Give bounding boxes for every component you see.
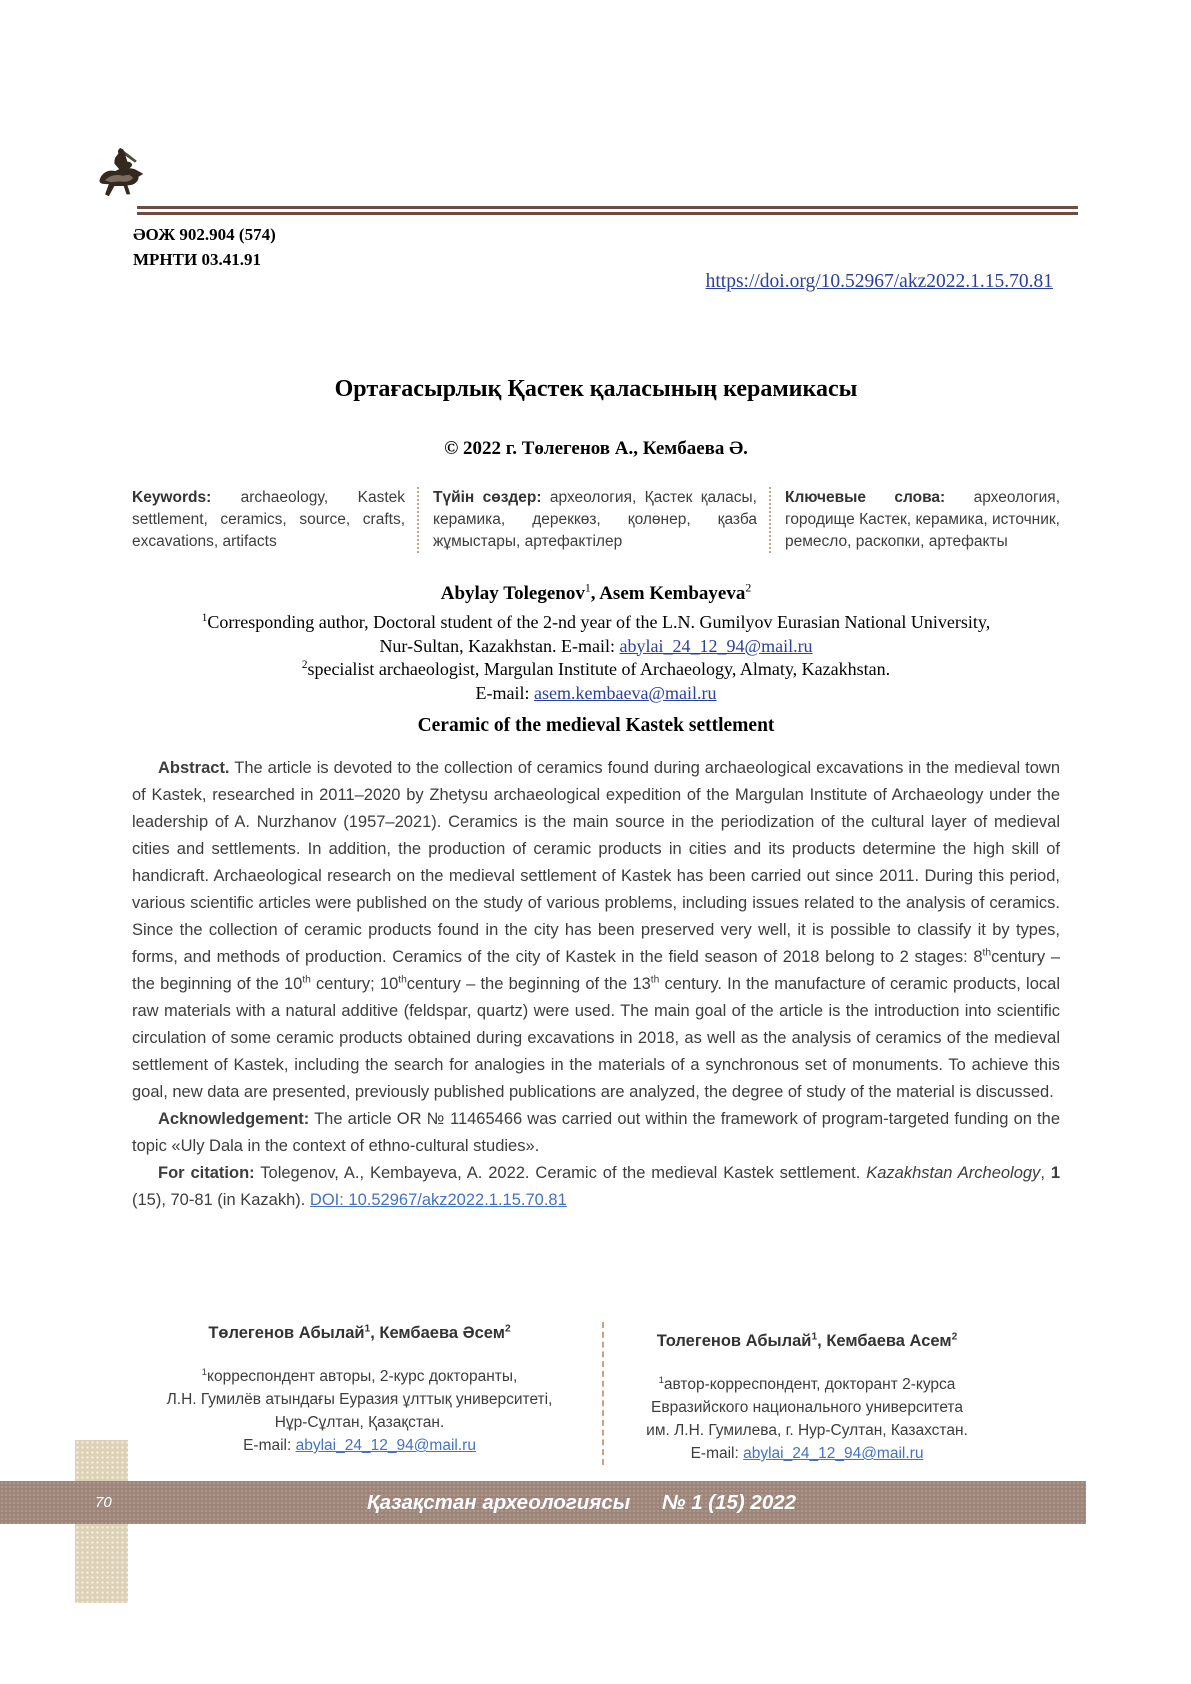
keywords-en-text: archaeology, Kastek settlement, ceramics, source, crafts, excavations, artifacts [132,489,405,550]
text-segment: Толегенов Абылай [656,1332,812,1350]
affiliation-line-2 [90,635,1102,659]
text-segment: 1 [201,1366,207,1378]
text-segment: , [1040,1164,1051,1182]
text-segment: century – the beginning of the 10 [132,948,1060,993]
article-title-kk: Ортағасырлық Қастек қаласының керамикасы [334,376,858,402]
author-names-kk [142,1322,577,1345]
text-segment: Corresponding author, Doctoral student of the 2-nd year of the L.N. Gumilyov Eurasian National University, [207,612,991,632]
email-link[interactable]: abylai_24_12_94@mail.ru [743,1445,924,1462]
text-segment: Кембаева Әсем [379,1324,505,1342]
article-front-matter [132,755,1060,1214]
keywords-ru-text: археология, городище Кастек, керамика, источник, ремесло, раскопки, артефакты [785,489,1060,550]
text-segment: E-mail: [243,1437,296,1454]
text-segment: 1 [658,1374,664,1386]
text-segment: 1 [1050,1164,1061,1182]
keywords-en-label: Keywords: [132,489,212,506]
email-link[interactable]: asem.kembaeva@mail.ru [533,682,717,703]
footer-bar [0,1481,1086,1524]
text-segment: Евразийского национального университета [651,1399,963,1416]
text-segment: specialist archaeologist, Margulan Institute of Archaeology, Almaty, Kazakhstan. [307,659,891,679]
text-segment: им. Л.Н. Гумилева, г. Нур-Султан, Казахстан. [646,1422,968,1439]
text-segment: 2 [745,581,752,595]
abstract-paragraph [132,755,1060,1106]
journal-name: Қазақстан археологиясы [367,1491,631,1514]
keywords-block [132,487,1060,553]
text-segment: Abylay Tolegenov [440,583,585,604]
text-segment: 1 [201,612,208,624]
text-segment: 2 [504,1323,511,1335]
udc-line: ӘОЖ 902.904 (574) [133,225,276,244]
text-segment: Кембаева Асем [826,1332,952,1350]
article-title-en: Ceramic of the medieval Kastek settlement [417,715,775,736]
text-segment: 2 [951,1331,958,1343]
udc-block [133,222,276,272]
text-segment: century; 10 [310,975,399,993]
affiliation-line-1 [90,611,1102,635]
email-link[interactable]: abylai_24_12_94@mail.ru [619,635,813,656]
citation-paragraph [132,1160,1060,1214]
text-segment: 1 [811,1331,818,1343]
affiliation-block-en [90,611,1102,705]
affiliation-line-4 [90,682,1102,706]
text-segment: Acknowledgement: [158,1110,310,1128]
author-block-kk [132,1322,602,1465]
author-affil-kk-line-3 [142,1411,577,1434]
mrnti-line: МРНТИ 03.41.91 [133,250,261,269]
text-segment: , [817,1332,827,1350]
author-affil-ru-line-3 [624,1419,990,1442]
text-segment: автор-корреспондент, докторант 2-курса [663,1376,956,1393]
affiliation-line-3 [90,658,1102,682]
text-segment: th [398,974,407,986]
text-segment: For citation: [158,1164,255,1182]
text-segment: , [590,583,600,604]
text-segment: E-mail: [475,682,534,703]
keywords-en [132,487,417,553]
author-names-ru [624,1330,990,1353]
text-segment: Л.Н. Гумилёв атындағы Еуразия ұлттық университеті, [166,1391,553,1408]
text-segment: E-mail: [690,1445,744,1462]
text-segment: Tolegenov, A., Kembayeva, A. 2022. Ceramic of the medieval Kastek settlement. [254,1164,867,1182]
text-segment: century – the beginning of the 13 [406,975,651,993]
keywords-ru-label: Ключевые слова: [785,489,946,506]
text-segment: th [302,974,311,986]
header-double-rule [137,206,1078,215]
text-segment: (15), 70-81 (in Kazakh). [132,1191,310,1209]
text-segment: 1 [364,1323,371,1335]
text-segment: Kazakhstan Archeology [866,1164,1041,1182]
keywords-kk [417,487,769,553]
text-segment: 2 [301,659,308,671]
text-segment: корреспондент авторы, 2-курс докторанты, [207,1368,518,1385]
author-affil-kk-line-4 [142,1434,577,1457]
issue-number: № 1 (15) 2022 [662,1491,797,1514]
text-segment: The article OR № 11465466 was carried out within the framework of program-targeted funding on the topic «Uly Dala in the context of ethno-cultural studies». [132,1110,1060,1155]
text-segment: th [982,947,992,959]
text-segment: Asem Kembayeva [599,583,746,604]
citation-doi-link[interactable]: DOI: 10.52967/akz2022.1.15.70.81 [309,1191,567,1209]
author-block-ru [602,1322,1060,1465]
email-link[interactable]: abylai_24_12_94@mail.ru [295,1437,476,1454]
journal-logo-horse-rider-icon [92,143,148,201]
author-affil-ru-line-1 [624,1373,990,1396]
author-blocks-bilingual [132,1322,1060,1465]
text-segment: century. In the manufacture of ceramic products, local raw materials with a natural additive (feldspar, quartz) were used. The main goal of the article is the introduction into scientific circulation of some ceramic products obtained during excavations in 2018, as well as the analysis of ceramics of the medieval settlement of Kastek, including the search for analogies in the materials of a synchronous set of monuments. To achieve this goal, new data are presented, previously published publications are analyzed, the degree of study of the material is discussed. [132,975,1060,1101]
text-segment: The article is devoted to the collection of ceramics found during archaeological excavations in the medieval town of Kastek, researched in 2011–2020 by Zhetysu archaeological expedition of the Margulan Institute of Archaeology under the leadership of A. Nurzhanov (1957–2021). Ceramics is the main source in the periodization of the cultural layer of medieval cities and settlements. In addition, the production of ceramic products in cities and its products determine the high skill of handicraft. Archaeological research on the medieval settlement of Kastek has been carried out since 2011. During this period, various scientific articles were published on the study of various problems, including issues related to the analysis of ceramics. Since the collection of ceramic products found in the city has been preserved very well, it is possible to classify it by types, forms, and methods of production. Ceramics of the city of Kastek in the field season of 2018 belong to 2 stages: 8 [132,759,1060,966]
text-segment: 1 [584,581,591,595]
doi-link[interactable]: https://doi.org/10.52967/akz2022.1.15.70.81 [705,271,1053,292]
acknowledgement-paragraph [132,1106,1060,1160]
text-segment: Nur-Sultan, Kazakhstan. E-mail: [379,635,620,656]
keywords-kk-label: Түйін сөздер: [433,489,542,506]
text-segment: , [370,1324,380,1342]
authors-line-en [132,583,1060,605]
author-affil-ru-line-4 [624,1442,990,1465]
keywords-ru [769,487,1060,553]
text-segment: th [650,974,660,986]
author-affil-kk-line-2 [142,1388,577,1411]
text-segment: Төлегенов Абылай [208,1324,365,1342]
text-segment: Abstract. [158,759,230,777]
page-number: 70 [95,1494,112,1511]
author-affil-kk-line-1 [142,1365,577,1388]
text-segment: Нұр-Сұлтан, Қазақстан. [274,1414,445,1431]
author-affil-ru-line-2 [624,1396,990,1419]
keywords-kk-text: археология, Қастек қаласы, керамика, дереккөз, қолөнер, қазба жұмыстары, артефактілер [433,489,757,550]
copyright-byline: © 2022 г. Төлегенов А., Кембаева Ә. [444,438,748,459]
